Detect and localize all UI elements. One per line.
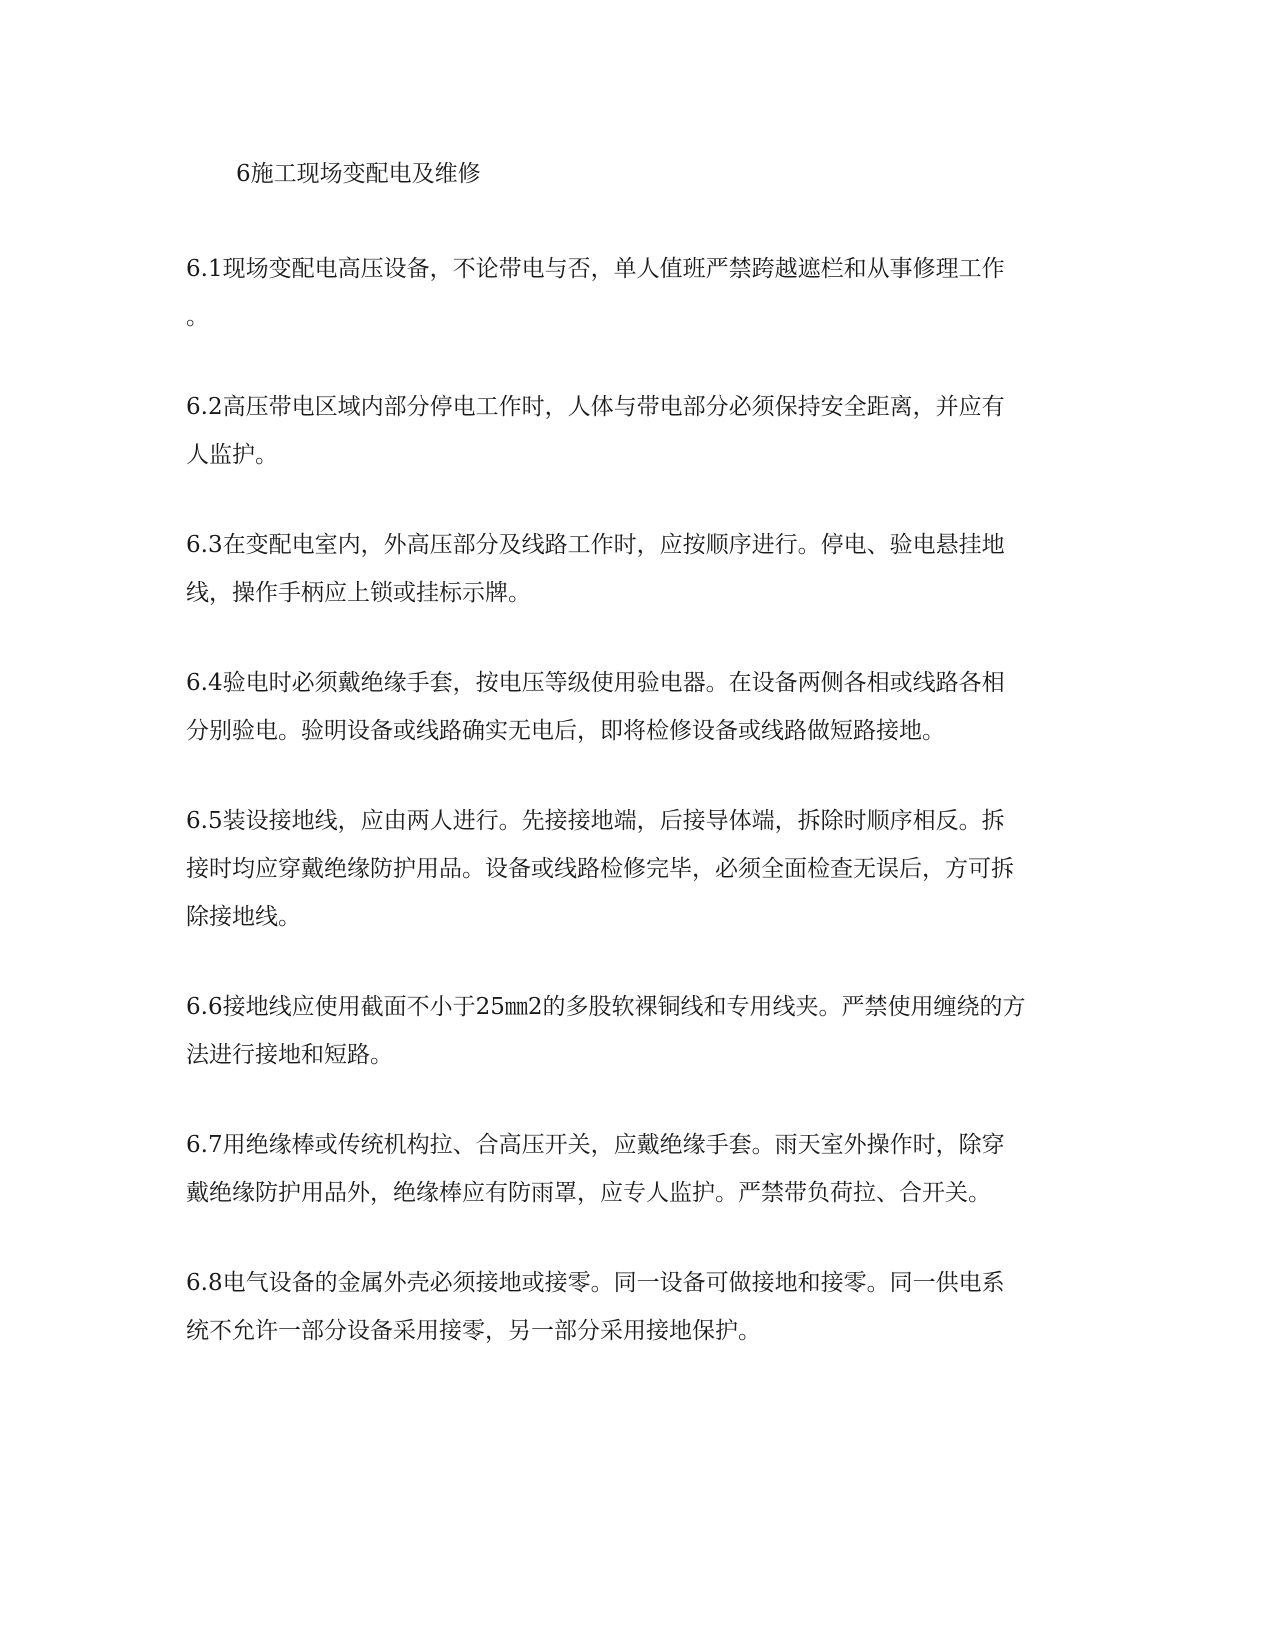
paragraph-line: 。	[186, 304, 209, 330]
paragraph-line: 统不允许一部分设备采用接零，另一部分采用接地保护。	[186, 1318, 761, 1344]
paragraph-line: 戴绝缘防护用品外，绝缘棒应有防雨罩，应专人监护。严禁带负荷拉、合开关。	[186, 1180, 991, 1206]
paragraph-6-8	[186, 1259, 1086, 1355]
paragraph-6-2	[186, 383, 1086, 479]
paragraph-line: 6.7用绝缘棒或传统机构拉、合高压开关，应戴绝缘手套。雨天室外操作时，除穿	[186, 1132, 1005, 1158]
paragraph-6-6	[186, 983, 1086, 1079]
paragraph-line: 6.1现场变配电高压设备，不论带电与否，单人值班严禁跨越遮栏和从事修理工作	[186, 256, 1005, 282]
paragraph-6-5	[186, 797, 1086, 941]
paragraph-line: 分别验电。验明设备或线路确实无电后，即将检修设备或线路做短路接地。	[186, 718, 945, 744]
paragraph-line: 人监护。	[186, 442, 278, 468]
section-title: 6施工现场变配电及维修	[236, 161, 481, 187]
paragraph-6-1	[186, 245, 1086, 341]
paragraph-line: 除接地线。	[186, 904, 301, 930]
paragraph-line: 6.8电气设备的金属外壳必须接地或接零。同一设备可做接地和接零。同一供电系	[186, 1270, 1005, 1296]
paragraph-6-3	[186, 521, 1086, 617]
paragraph-6-7	[186, 1121, 1086, 1217]
paragraph-line: 6.2高压带电区域内部分停电工作时，人体与带电部分必须保持安全距离，并应有	[186, 394, 1005, 420]
paragraph-line: 6.3在变配电室内，外高压部分及线路工作时，应按顺序进行。停电、验电悬挂地	[186, 532, 1005, 558]
paragraph-line: 线，操作手柄应上锁或挂标示牌。	[186, 580, 531, 606]
paragraph-line: 6.6接地线应使用截面不小于25㎜2的多股软裸铜线和专用线夹。严禁使用缠绕的方	[186, 994, 1026, 1020]
paragraph-line: 6.5装设接地线，应由两人进行。先接接地端，后接导体端，拆除时顺序相反。拆	[186, 808, 1005, 834]
paragraph-line: 接时均应穿戴绝缘防护用品。设备或线路检修完毕，必须全面检查无误后，方可拆	[186, 856, 1014, 882]
paragraph-line: 法进行接地和短路。	[186, 1042, 393, 1068]
paragraph-line: 6.4验电时必须戴绝缘手套，按电压等级使用验电器。在设备两侧各相或线路各相	[186, 670, 1005, 696]
paragraph-6-4	[186, 659, 1086, 755]
